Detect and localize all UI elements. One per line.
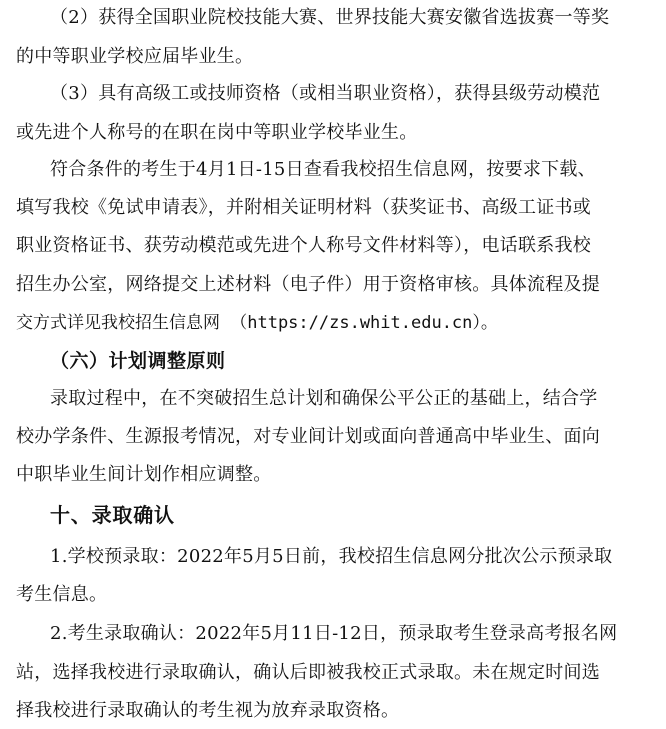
section-heading-six: （六）计划调整原则 <box>50 350 226 372</box>
section-heading-ten: 十、录取确认 <box>50 503 175 527</box>
paragraph-line: 考生信息。 <box>16 584 108 605</box>
paragraph-line: 2.考生录取确认：2022年5月11日-12日，预录取考生登录高考报名网 <box>50 623 618 644</box>
paragraph-line: 录取过程中，在不突破招生总计划和确保公平公正的基础上，结合学 <box>50 388 598 409</box>
paragraph-line: （3）具有高级工或技师资格（或相当职业资格），获得县级劳动模范 <box>50 83 601 104</box>
paragraph-line: 中职毕业生间计划作相应调整。 <box>16 464 272 485</box>
paragraph-line: 择我校进行录取确认的考生视为放弃录取资格。 <box>16 700 400 721</box>
paragraph-line: 站，选择我校进行录取确认，确认后即被我校正式录取。未在规定时间选 <box>16 662 600 683</box>
paragraph-line: （2）获得全国职业院校技能大赛、世界技能大赛安徽省选拔赛一等奖 <box>50 7 610 28</box>
paragraph-line: 符合条件的考生于4月1日-15日查看我校招生信息网，按要求下载、 <box>50 159 596 180</box>
paragraph-line: 职业资格证书、获劳动模范或先进个人称号文件材料等），电话联系我校 <box>16 235 591 256</box>
paragraph-line: 1.学校预录取：2022年5月5日前，我校招生信息网分批次公示预录取 <box>50 546 613 567</box>
paragraph-line: 填写我校《免试申请表》，并附相关证明材料（获奖证书、高级工证书或 <box>16 197 591 218</box>
paragraph-line-with-url: 交方式详见我校招生信息网 （https://zs.whit.edu.cn）。 <box>16 313 498 333</box>
paragraph-line: 或先进个人称号的在职在岗中等职业学校毕业生。 <box>16 122 418 143</box>
paragraph-line: 校办学条件、生源报考情况，对专业间计划或面向普通高中毕业生、面向 <box>16 426 600 447</box>
paragraph-line: 的中等职业学校应届毕业生。 <box>16 46 254 67</box>
paragraph-line: 招生办公室，网络提交上述材料（电子件）用于资格审核。具体流程及提 <box>16 274 600 295</box>
